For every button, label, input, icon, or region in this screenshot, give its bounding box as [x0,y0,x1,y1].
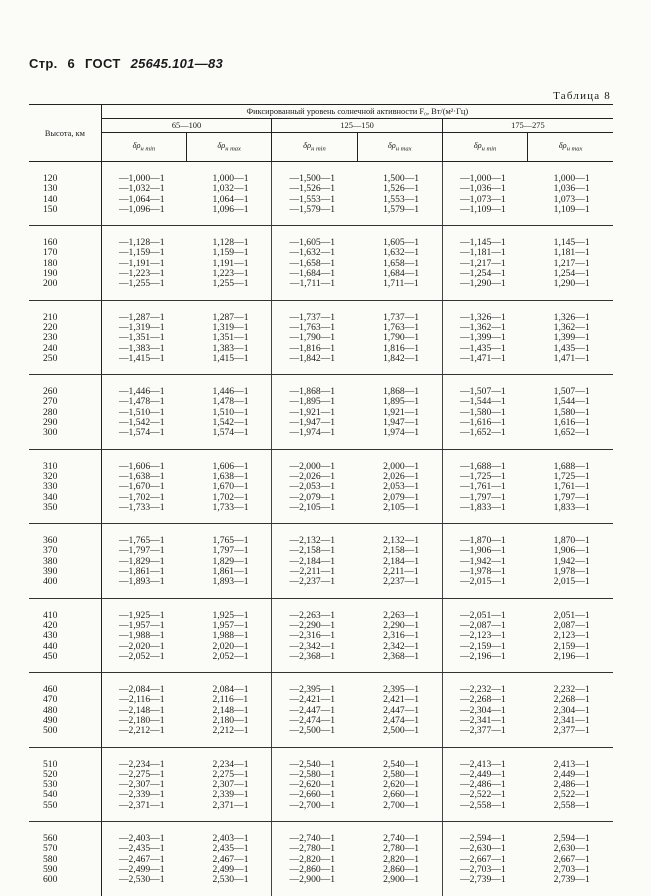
table-row [29,300,613,374]
max-values: 2,263—1 2,290—1 2,316—1 2,342—1 2,368—1 [357,598,442,672]
max-values: 1,737—1 1,763—1 1,790—1 1,816—1 1,842—1 [357,300,442,374]
max-values: 1,000—1 1,036—1 1,073—1 1,109—1 [528,162,613,226]
max-values: 1,000—1 1,032—1 1,064—1 1,096—1 [187,162,272,226]
max-values: 2,084—1 2,116—1 2,148—1 2,180—1 2,212—1 [187,673,272,747]
height-values: 210 220 230 240 250 [29,300,101,374]
min-values: —2,084—1 —2,116—1 —2,148—1 —2,180—1 —2,212—1 [101,673,186,747]
height-column-header: Высота, км [29,105,101,162]
max-values: 1,688—1 1,725—1 1,761—1 1,797—1 1,833—1 [528,449,613,523]
min-values: —1,145—1 —1,181—1 —1,217—1 —1,254—1 —1,290—1 [442,226,527,300]
column-header-max: $\delta\rho_{н max}$ [357,133,442,162]
min-values: —1,606—1 —1,638—1 —1,670—1 —1,702—1 —1,733—1 [101,449,186,523]
height-values: 560 570 580 590 600 [29,822,101,896]
table-row [29,673,613,747]
min-values: —2,263—1 —2,290—1 —2,316—1 —2,342—1 —2,368—1 [272,598,357,672]
group-header-1: 65—100 [101,119,272,133]
min-values: —1,000—1 —1,036—1 —1,073—1 —1,109—1 [442,162,527,226]
table-row [29,524,613,598]
height-values: 310 320 330 340 350 [29,449,101,523]
max-values: 2,232—1 2,268—1 2,304—1 2,341—1 2,377—1 [528,673,613,747]
max-values: 1,326—1 1,362—1 1,399—1 1,435—1 1,471—1 [528,300,613,374]
column-header-min: $\delta\rho_{н min}$ [272,133,357,162]
column-header-max: $\delta\rho_{н max}$ [528,133,613,162]
min-values: —2,413—1 —2,449—1 —2,486—1 —2,522—1 —2,558—1 [442,747,527,821]
height-values: 260 270 280 290 300 [29,375,101,449]
min-values: —1,128—1 —1,159—1 —1,191—1 —1,223—1 —1,255—1 [101,226,186,300]
min-values: —1,870—1 —1,906—1 —1,942—1 —1,978—1 —2,015—1 [442,524,527,598]
min-values: —1,507—1 —1,544—1 —1,580—1 —1,616—1 —1,652—1 [442,375,527,449]
table-row [29,747,613,821]
height-values: 360 370 380 390 400 [29,524,101,598]
min-values: —2,403—1 —2,435—1 —2,467—1 —2,499—1 —2,530—1 [118,833,165,886]
max-values: 1,128—1 1,159—1 1,191—1 1,223—1 1,255—1 [187,226,272,300]
column-header-max: $\delta\rho_{н max}$ [187,133,272,162]
table-row [29,598,613,672]
min-values: —2,594—1 —2,630—1 —2,667—1 —2,703—1 —2,739—1 [460,833,506,886]
max-values: 2,540—1 2,580—1 2,620—1 2,660—1 2,700—1 [357,747,442,821]
group-header-3: 175—275 [442,119,613,133]
max-values: 2,000—1 2,026—1 2,053—1 2,079—1 2,105—1 [357,449,442,523]
max-values: 2,594—1 2,630—1 2,667—1 2,703—1 2,739—1 [553,833,590,886]
height-values: 460 470 480 490 500 [29,673,101,747]
max-values: 1,500—1 1,526—1 1,553—1 1,579—1 [357,162,442,226]
max-values: 1,145—1 1,181—1 1,217—1 1,254—1 1,290—1 [528,226,613,300]
min-values: —1,605—1 —1,632—1 —1,658—1 —1,684—1 —1,711—1 [272,226,357,300]
max-values: 1,925—1 1,957—1 1,988—1 2,020—1 2,052—1 [187,598,272,672]
max-values: 2,395—1 2,421—1 2,447—1 2,474—1 2,500—1 [357,673,442,747]
min-values: —1,868—1 —1,895—1 —1,921—1 —1,947—1 —1,974—1 [272,375,357,449]
column-header-min: $\delta\rho_{н min}$ [442,133,527,162]
min-values: —1,000—1 —1,032—1 —1,064—1 —1,096—1 [101,162,186,226]
table-row [29,162,613,226]
column-header-min: $\delta\rho_{н min}$ [101,133,186,162]
group-header-2: 125—150 [272,119,443,133]
min-values: —1,765—1 —1,797—1 —1,829—1 —1,861—1 —1,893—1 [101,524,186,598]
page-header [29,56,233,71]
table-caption: Таблица 8 [553,90,611,102]
max-values: 2,132—1 2,158—1 2,184—1 2,211—1 2,237—1 [357,524,442,598]
max-values: 1,507—1 1,544—1 1,580—1 1,616—1 1,652—1 [528,375,613,449]
max-values: 2,403—1 2,435—1 2,467—1 2,499—1 2,530—1 [187,822,272,896]
height-values: 160 170 180 190 200 [29,226,101,300]
height-values: 410 420 430 440 450 [29,598,101,672]
max-values: 2,413—1 2,449—1 2,486—1 2,522—1 2,558—1 [528,747,613,821]
page-label: Стр. [29,56,58,71]
page-number: 6 [67,56,76,71]
max-values: 2,051—1 2,087—1 2,123—1 2,159—1 2,196—1 [528,598,613,672]
table-row [29,226,613,300]
height-values: 120 130 140 150 [29,162,101,226]
min-values: —2,540—1 —2,580—1 —2,620—1 —2,660—1 —2,700—1 [272,747,357,821]
min-values: —1,446—1 —1,478—1 —1,510—1 —1,542—1 —1,574—1 [101,375,186,449]
table-row [29,375,613,449]
max-values: 2,234—1 2,275—1 2,307—1 2,339—1 2,371—1 [187,747,272,821]
standard-code: 25645.101—83 [130,56,224,71]
min-values: —2,132—1 —2,158—1 —2,184—1 —2,211—1 —2,237—1 [272,524,357,598]
max-values: 1,868—1 1,895—1 1,921—1 1,947—1 1,974—1 [357,375,442,449]
height-values: 510 520 530 540 550 [29,747,101,821]
max-values: 1,765—1 1,797—1 1,829—1 1,861—1 1,893—1 [187,524,272,598]
solar-activity-header: Фиксированный уровень солнечной активности F₀, Вт/(м²·Гц) [101,105,613,119]
max-values: 1,606—1 1,638—1 1,670—1 1,702—1 1,733—1 [187,449,272,523]
max-values: 2,740—1 2,780—1 2,820—1 2,860—1 2,900—1 [357,822,442,896]
min-values: —1,925—1 —1,957—1 —1,988—1 —2,020—1 —2,052—1 [101,598,186,672]
min-values: —2,051—1 —2,087—1 —2,123—1 —2,159—1 —2,196—1 [442,598,527,672]
min-values: —1,326—1 —1,362—1 —1,399—1 —1,435—1 —1,471—1 [442,300,527,374]
min-values: —2,234—1 —2,275—1 —2,307—1 —2,339—1 —2,371—1 [101,747,186,821]
max-values: 1,446—1 1,478—1 1,510—1 1,542—1 1,574—1 [187,375,272,449]
max-values: 1,605—1 1,632—1 1,658—1 1,684—1 1,711—1 [357,226,442,300]
min-values: —1,688—1 —1,725—1 —1,761—1 —1,797—1 —1,833—1 [442,449,527,523]
min-values: —2,740—1 —2,780—1 —2,820—1 —2,860—1 —2,900—1 [289,833,336,886]
min-values: —1,287—1 —1,319—1 —1,351—1 —1,383—1 —1,415—1 [101,300,186,374]
min-values: —1,737—1 —1,763—1 —1,790—1 —1,816—1 —1,842—1 [272,300,357,374]
table-row [29,822,613,896]
standard-name: ГОСТ [85,56,121,71]
min-values: —2,395—1 —2,421—1 —2,447—1 —2,474—1 —2,500—1 [272,673,357,747]
table-row [29,449,613,523]
data-table [29,104,613,896]
min-values: —1,500—1 —1,526—1 —1,553—1 —1,579—1 [272,162,357,226]
max-values: 1,287—1 1,319—1 1,351—1 1,383—1 1,415—1 [187,300,272,374]
max-values: 1,870—1 1,906—1 1,942—1 1,978—1 2,015—1 [528,524,613,598]
min-values: —2,232—1 —2,268—1 —2,304—1 —2,341—1 —2,377—1 [442,673,527,747]
min-values: —2,000—1 —2,026—1 —2,053—1 —2,079—1 —2,105—1 [272,449,357,523]
